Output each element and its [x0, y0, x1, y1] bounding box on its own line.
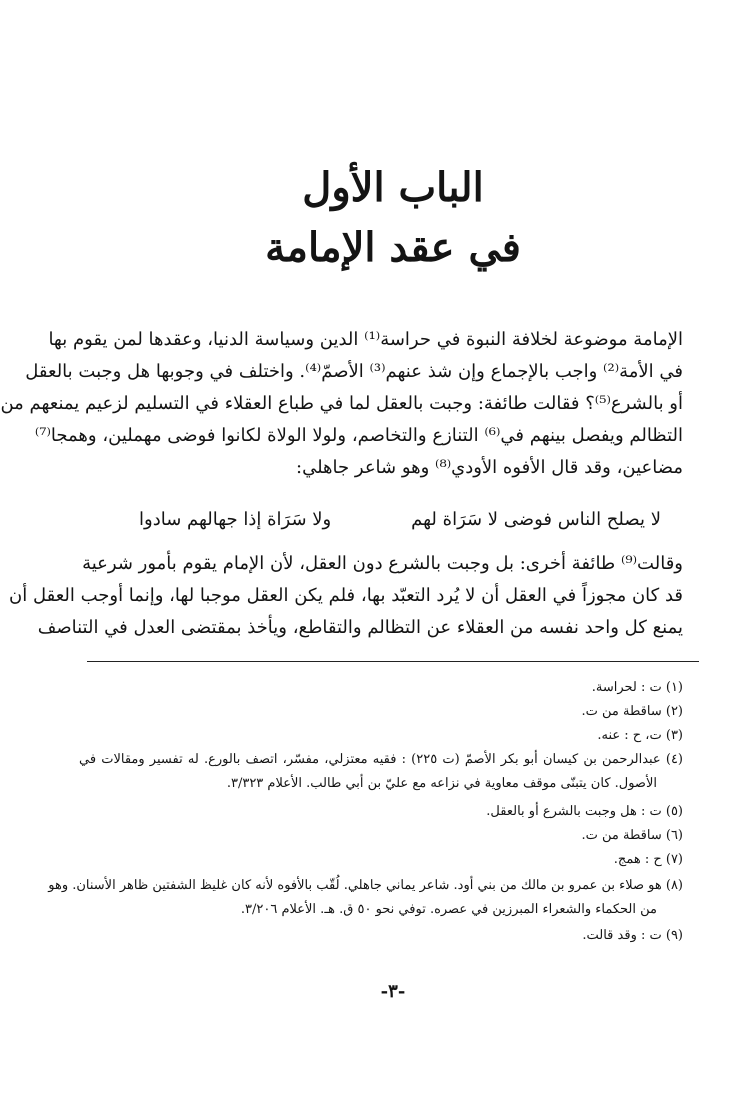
body-line: يمنع كل واحد نفسه من العقلاء عن التظالم والتقاطع، ويأخذ بمقتضى العدل في التناصف [37, 617, 683, 638]
footnote: (٧) ح : همج. [613, 852, 683, 867]
chapter-subtitle: في عقد الإمامة [265, 224, 521, 271]
verse-first-hemistich: لا يصلح الناس فوضى لا سَرَاة لهم [411, 509, 661, 530]
footnote: (١) ت : لحراسة. [591, 680, 683, 695]
chapter-title: الباب الأول [302, 164, 484, 211]
body-line: أو بالشرع⁽⁵⁾؟ فقالت طائفة: وجبت بالعقل لما في طباع العقلاء في التسليم لزعيم يمنعهم من [0, 393, 683, 414]
body-line: قد كان مجوزاً في العقل أن لا يُرد التعبّد بها، فلم يكن العقل موجبا لها، وإنما أوجب العقل أن [9, 585, 683, 606]
footnote: (٩) ت : وقد قالت. [582, 928, 683, 943]
footnote: (٤) عبدالرحمن بن كيسان أبو بكر الأصمّ (ت ٢٢٥) : فقيه معتزلي، مفسّر، اتصف بالورع. له تفسير ومقالات في [79, 752, 683, 767]
page-number: -٣- [380, 981, 406, 1002]
verse-second-hemistich: ولا سَرَاة إذا جهالهم سادوا [139, 509, 332, 530]
footnote-divider [87, 661, 699, 662]
body-line: الإمامة موضوعة لخلافة النبوة في حراسة⁽¹⁾ الدين وسياسة الدنيا، وعقدها لمن يقوم بها [48, 329, 683, 350]
body-line: وقالت⁽⁹⁾ طائفة أخرى: بل وجبت بالشرع دون العقل، لأن الإمام يقوم بأمور شرعية [82, 553, 683, 574]
body-line: التظالم ويفصل بينهم في⁽⁶⁾ التنازع والتخاصم، ولولا الولاة لكانوا فوضى مهملين، وهمجا⁽⁷⁾ [34, 425, 683, 446]
footnote: (٥) ت : هل وجبت بالشرع أو بالعقل. [486, 804, 683, 819]
footnote: (٢) ساقطة من ت. [581, 704, 683, 719]
body-line: مضاعين، وقد قال الأفوه الأودي⁽⁸⁾ وهو شاعر جاهلي: [296, 457, 683, 478]
footnote-continuation: الأصول. كان يتبنّى موقف معاوية في نزاعه مع عليّ بن أبي طالب. الأعلام ٣/٣٢٣. [226, 776, 657, 791]
footnote: (٦) ساقطة من ت. [581, 828, 683, 843]
footnote-continuation: من الحكماء والشعراء المبرزين في عصره. توفي نحو ٥٠ ق. هـ. الأعلام ٣/٢٠٦. [240, 902, 657, 917]
footnote: (٣) ت، ح : عنه. [597, 728, 683, 743]
footnote: (٨) هو صلاء بن عمرو بن مالك من بني أود. شاعر يماني جاهلي. لُقّب بالأفوه لأنه كان غليظ الشفتين ظاهر الأسنان. وهو [48, 878, 683, 893]
body-line: في الأمة⁽²⁾ واجب بالإجماع وإن شذ عنهم⁽³⁾ الأصمّ⁽⁴⁾. واختلف في وجوبها هل وجبت بالعقل [25, 361, 683, 382]
